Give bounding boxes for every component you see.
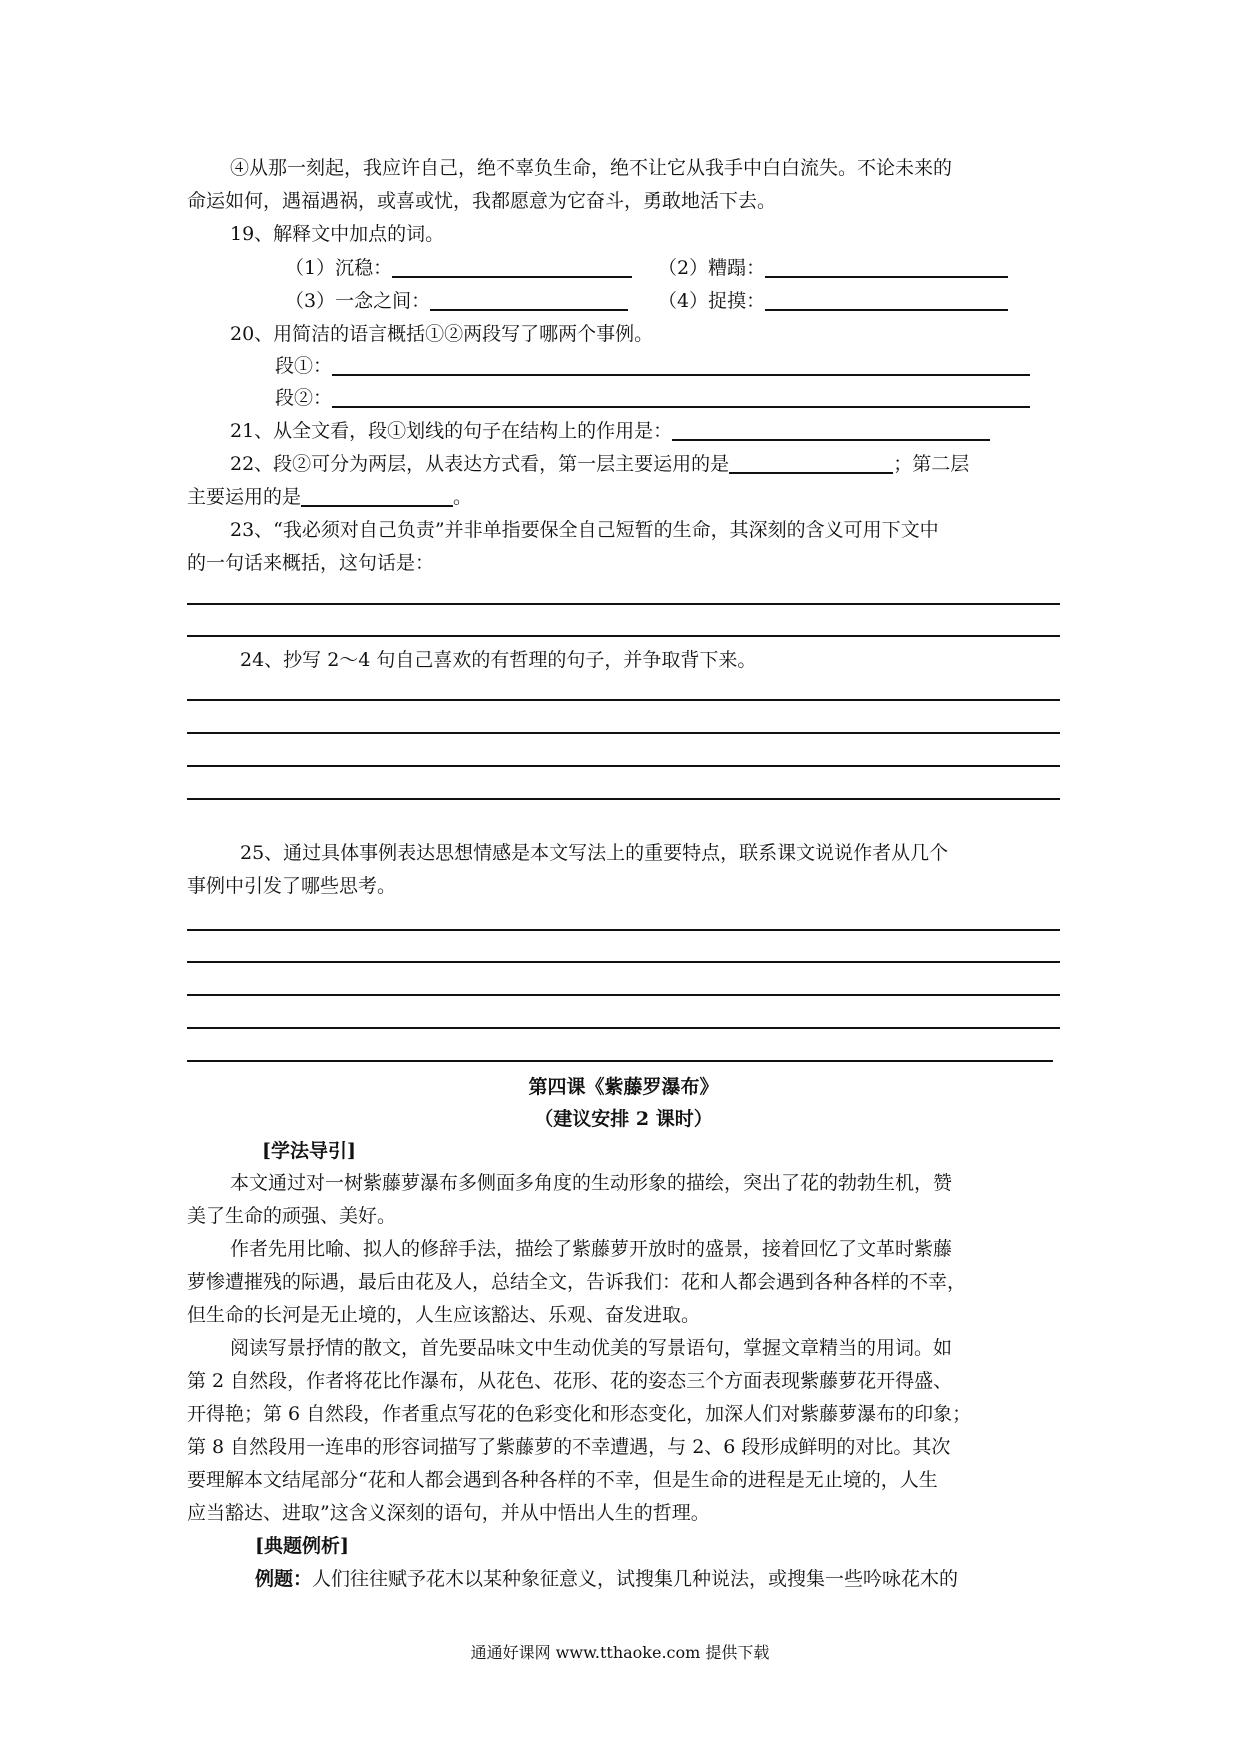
item-label: （3）一念之间： — [285, 290, 431, 312]
guide-paragraph-3-line-2: 第 2 自然段，作者将花比作瀑布，从花色、花形、花的姿态三个方面表现紫藤萝花开得盛、 — [187, 1370, 953, 1392]
paragraph-4-line-1: ④从那一刻起，我应许自己，绝不辜负生命，绝不让它从我手中白白流失。不论未来的 — [230, 157, 953, 179]
guide-paragraph-3-line-1: 阅读写景抒情的散文，首先要品味文中生动优美的写景语句，掌握文章精当的用词。如 — [230, 1337, 953, 1359]
guide-paragraph-2-line-2: 萝惨遭摧残的际遇，最后由花及人，总结全文，告诉我们：花和人都会遇到各种各样的不幸， — [187, 1271, 967, 1293]
answer-blank[interactable] — [301, 483, 453, 507]
question-24: 24、抄写 2～4 句自己喜欢的有哲理的句子，并争取背下来。 — [240, 649, 757, 671]
question-19-item-1 — [285, 252, 632, 285]
item-label: 段②： — [275, 387, 333, 409]
guide-paragraph-3-line-6: 应当豁达、进取”这含义深刻的语句，并从中悟出人生的哲理。 — [187, 1502, 710, 1524]
example-line — [255, 1563, 958, 1596]
item-label: （4）捉摸： — [658, 290, 766, 312]
item-label: （1）沉稳： — [285, 257, 393, 279]
question-20-title: 20、用简洁的语言概括①②两段写了哪两个事例。 — [230, 323, 654, 345]
answer-line[interactable] — [187, 994, 1060, 996]
lesson-subtitle: （建议安排 2 课时） — [534, 1108, 713, 1130]
answer-line[interactable] — [187, 961, 1060, 963]
question-20-para-1 — [275, 350, 1030, 383]
question-23-line-2: 的一句话来概括，这句话是： — [187, 552, 435, 574]
question-21 — [230, 415, 990, 448]
answer-blank[interactable] — [765, 254, 1008, 278]
answer-line[interactable] — [187, 929, 1060, 931]
question-19-title: 19、解释文中加点的词。 — [230, 223, 445, 245]
answer-line[interactable] — [187, 1060, 1053, 1062]
question-25-line-1: 25、通过具体事例表达思想情感是本文写法上的重要特点，联系课文说说作者从几个 — [240, 842, 949, 864]
answer-line[interactable] — [187, 732, 1060, 734]
question-22-line-2 — [187, 481, 472, 514]
lesson-title: 第四课《紫藤罗瀑布》 — [528, 1076, 719, 1098]
answer-line[interactable] — [187, 635, 1060, 637]
answer-line[interactable] — [187, 1027, 1060, 1029]
guide-paragraph-3-line-3: 开得艳；第 6 自然段，作者重点写花的色彩变化和形态变化，加深人们对紫藤萝瀑布的印象； — [187, 1403, 972, 1425]
answer-blank[interactable] — [392, 254, 632, 278]
guide-paragraph-1-line-2: 美了生命的顽强、美好。 — [187, 1205, 397, 1227]
answer-line[interactable] — [187, 798, 1060, 800]
question-19-item-4 — [658, 285, 1008, 318]
question-text: 主要运用的是 — [187, 486, 302, 508]
guide-heading: [学法导引] — [262, 1140, 356, 1162]
question-text: 。 — [453, 486, 473, 508]
example-text: 人们往往赋予花木以某种象征意义，试搜集几种说法，或搜集一些吟咏花木的 — [312, 1568, 959, 1590]
question-19-item-3 — [285, 285, 628, 318]
question-text: 21、从全文看，段①划线的句子在结构上的作用是： — [230, 420, 673, 442]
item-label: （2）糟蹋： — [658, 257, 766, 279]
answer-blank[interactable] — [332, 384, 1030, 408]
example-label: 例题： — [255, 1568, 313, 1590]
answer-blank[interactable] — [672, 417, 990, 441]
answer-blank[interactable] — [765, 287, 1008, 311]
answer-blank[interactable] — [430, 287, 628, 311]
question-text: 22、段②可分为两层，从表达方式看，第一层主要运用的是 — [230, 453, 730, 475]
answer-blank[interactable] — [332, 352, 1030, 376]
question-19-item-2 — [658, 252, 1008, 285]
question-20-para-2 — [275, 382, 1030, 415]
guide-paragraph-3-line-5: 要理解本文结尾部分“花和人都会遇到各种各样的不幸，但是生命的进程是无止境的，人生 — [187, 1469, 938, 1491]
page-footer: 通通好课网 www.tthaoke.com 提供下载 — [470, 1643, 770, 1662]
example-heading: [典题例析] — [255, 1535, 349, 1557]
guide-paragraph-2-line-1: 作者先用比喻、拟人的修辞手法，描绘了紫藤萝开放时的盛景，接着回忆了文革时紫藤 — [230, 1238, 953, 1260]
answer-line[interactable] — [187, 765, 1060, 767]
question-25-line-2: 事例中引发了哪些思考。 — [187, 875, 397, 897]
answer-blank[interactable] — [729, 450, 893, 474]
guide-paragraph-1-line-1: 本文通过对一树紫藤萝瀑布多侧面多角度的生动形象的描绘，突出了花的勃勃生机，赞 — [230, 1172, 953, 1194]
answer-line[interactable] — [187, 603, 1060, 605]
paragraph-4-line-2: 命运如何，遇福遇祸，或喜或忧，我都愿意为它奋斗，勇敢地活下去。 — [187, 190, 777, 212]
answer-line[interactable] — [187, 699, 1060, 701]
item-label: 段①： — [275, 355, 333, 377]
question-text: ；第二层 — [893, 453, 970, 475]
guide-paragraph-3-line-4: 第 8 自然段用一连串的形容词描写了紫藤萝的不幸遭遇，与 2、6 段形成鲜明的对比。其次 — [187, 1436, 951, 1458]
question-23-line-1: 23、“我必须对自己负责”并非单指要保全自己短暂的生命，其深刻的含义可用下文中 — [230, 519, 939, 541]
question-22-line-1 — [230, 448, 969, 481]
guide-paragraph-2-line-3: 但生命的长河是无止境的，人生应该豁达、乐观、奋发进取。 — [187, 1304, 701, 1326]
